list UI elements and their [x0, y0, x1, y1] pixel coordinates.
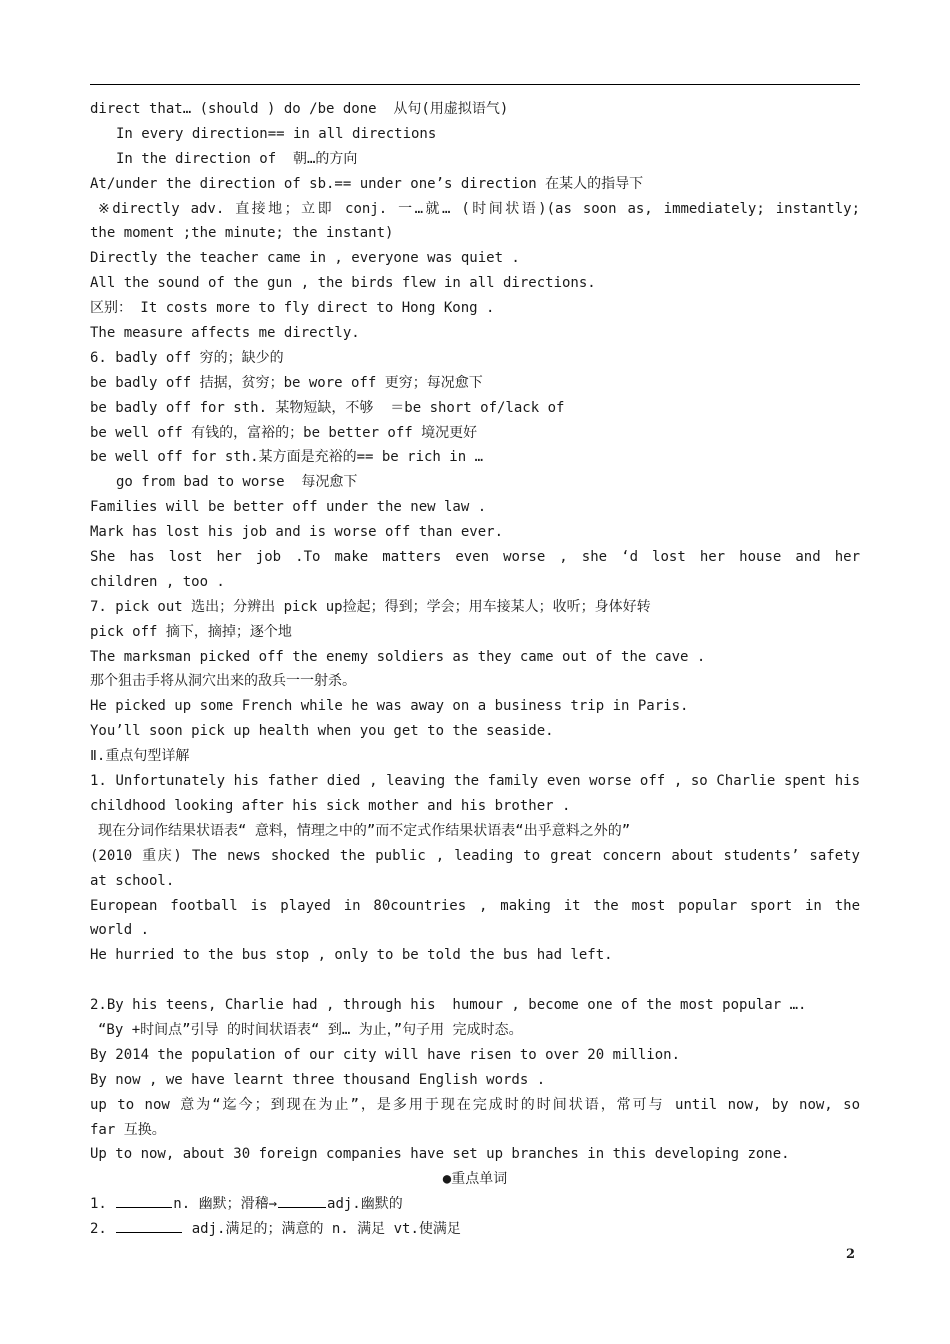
- text-line: You’ll soon pick up health when you get to the seaside.: [90, 723, 554, 740]
- text-line: All the sound of the gun , the birds flew in all directions.: [90, 275, 596, 292]
- text-line: 2.By his teens, Charlie had , through his humour , become one of the most popular ….: [90, 997, 807, 1014]
- text-line: Ⅱ.重点句型详解: [90, 748, 190, 765]
- vocab-heading: ●重点单词: [442, 1171, 508, 1188]
- blank-line: [90, 968, 860, 993]
- text-line: Up to now, about 30 foreign companies have set up branches in this developing zone.: [90, 1146, 790, 1163]
- text-line: far 互换。: [90, 1121, 166, 1138]
- text-line: She has lost her job .To make matters even worse , she ‘d lost her house and her: [90, 549, 860, 566]
- text-line: He hurried to the bus stop , only to be told the bus had left.: [90, 947, 613, 964]
- text-line: At/under the direction of sb.== under one’s direction 在某人的指导下: [90, 175, 644, 192]
- text-line: be well off 有钱的，富裕的；be better off 境况更好: [90, 424, 478, 441]
- text-line: He picked up some French while he was away on a business trip in Paris.: [90, 698, 689, 715]
- vocab-item-text: n. 幽默；滑稽→: [173, 1196, 278, 1213]
- text-line: In every direction== in all directions: [116, 125, 437, 142]
- text-line: By now , we have learnt three thousand English words .: [90, 1071, 546, 1088]
- text-line: 6. badly off 穷的；缺少的: [90, 349, 284, 366]
- vocab-item-number: 1.: [90, 1196, 116, 1213]
- fill-in-blank[interactable]: [278, 1193, 326, 1208]
- vocab-item-2: [90, 1217, 860, 1242]
- vocab-item-number: 2.: [90, 1221, 116, 1238]
- text-line: childhood looking after his sick mother and his brother .: [90, 797, 571, 814]
- text-line: 区别： It costs more to fly direct to Hong Kong .: [90, 300, 495, 317]
- text-line: In the direction of 朝…的方向: [116, 150, 358, 167]
- text-line: be well off for sth.某方面是充裕的== be rich in …: [90, 449, 484, 466]
- text-line: Mark has lost his job and is worse off than ever.: [90, 524, 504, 541]
- text-line: direct that… (should ) do /be done 从句(用虚拟语气): [90, 101, 509, 117]
- document-body: [90, 97, 860, 1242]
- text-line: 现在分词作结果状语表“ 意料，情理之中的”而不定式作结果状语表“出乎意料之外的”: [98, 822, 631, 839]
- text-line: at school.: [90, 872, 175, 889]
- text-line: By 2014 the population of our city will have risen to over 20 million.: [90, 1046, 681, 1063]
- text-line: 7. pick out 选出；分辨出 pick up捡起；得到；学会；用车接某人；收听；身体好转: [90, 598, 651, 615]
- text-line: be badly off for sth. 某物短缺，不够 ＝be short of/lack of: [90, 399, 565, 416]
- text-line: go from bad to worse 每况愈下: [116, 474, 358, 491]
- text-line: European football is played in 80countries , making it the most popular sport in the: [90, 897, 860, 914]
- fill-in-blank[interactable]: [116, 1218, 182, 1233]
- fill-in-blank[interactable]: [116, 1193, 172, 1208]
- header-rule: [90, 84, 860, 85]
- vocab-item-text: adj.满足的；满意的 n. 满足 vt.使满足: [183, 1221, 461, 1238]
- text-line: The measure affects me directly.: [90, 325, 360, 342]
- text-line: “By +时间点”引导 的时间状语表“ 到… 为止，”句子用 完成时态。: [98, 1021, 523, 1038]
- text-line: (2010 重庆) The news shocked the public , leading to great concern about students’ safety: [90, 847, 860, 864]
- text-line: Directly the teacher came in , everyone was quiet .: [90, 250, 520, 267]
- text-line: 1. Unfortunately his father died , leaving the family even worse off , so Charlie spent his: [90, 773, 860, 790]
- vocab-item-1: [90, 1192, 860, 1217]
- text-lines: [90, 97, 860, 1167]
- text-line: The marksman picked off the enemy soldiers as they came out of the cave .: [90, 648, 706, 665]
- text-line: 那个狙击手将从洞穴出来的敌兵一一射杀。: [90, 673, 356, 690]
- text-line: Families will be better off under the new law .: [90, 499, 487, 516]
- text-line: ※directly adv. 直接地；立即 conj. 一…就… (时间状语)(as soon as, immediately; instantly;: [98, 200, 860, 217]
- text-line: up to now 意为“迄今；到现在为止”，是多用于现在完成时的时间状语，常可与 until now, by now, so: [90, 1096, 860, 1113]
- text-line: pick off 摘下，摘掉；逐个地: [90, 623, 292, 640]
- text-line: the moment ;the minute; the instant): [90, 225, 394, 242]
- text-line: world .: [90, 922, 150, 939]
- text-line: be badly off 拮据，贫穷；be wore off 更穷；每况愈下: [90, 374, 483, 391]
- text-line: children , too .: [90, 573, 225, 590]
- vocab-item-text: adj.幽默的: [327, 1196, 403, 1213]
- page-number: 2: [846, 1247, 856, 1262]
